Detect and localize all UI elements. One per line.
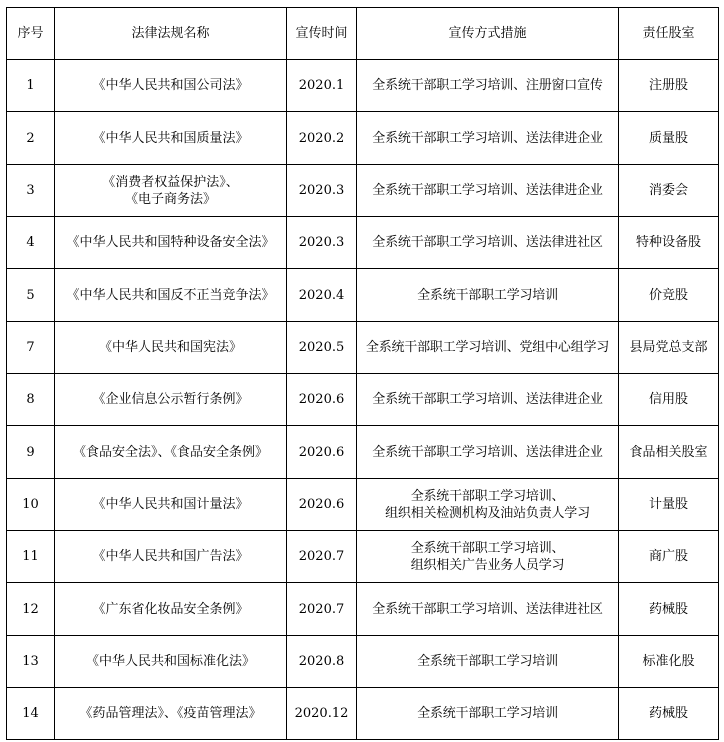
cell-department: 消委会 [619, 165, 719, 217]
cell-index: 14 [7, 688, 55, 740]
table-header [7, 8, 719, 60]
table-body [7, 60, 719, 740]
law-name-line: 《中华人民共和国计量法》 [92, 497, 249, 512]
law-name-line: 《中华人民共和国特种设备安全法》 [66, 235, 275, 250]
cell-index: 3 [7, 165, 55, 217]
cell-method [357, 165, 619, 217]
cell-department: 商广股 [619, 531, 719, 583]
law-name-line: 《电子商务法》 [124, 191, 216, 207]
table-row [7, 269, 719, 322]
cell-method [357, 688, 619, 740]
cell-index: 8 [7, 374, 55, 426]
table-row [7, 374, 719, 426]
law-name-line: 《企业信息公示暂行条例》 [92, 392, 249, 407]
cell-index: 13 [7, 636, 55, 688]
cell-index: 12 [7, 583, 55, 636]
method-line: 全系统干部职工学习培训、送法律进企业 [372, 130, 603, 146]
method-line: 全系统干部职工学习培训、注册窗口宣传 [372, 78, 603, 93]
cell-law-name [55, 531, 287, 583]
cell-method [357, 479, 619, 531]
cell-department: 药械股 [619, 688, 719, 740]
cell-date: 2020.3 [287, 165, 357, 217]
cell-index: 1 [7, 60, 55, 112]
cell-department: 食品相关股室 [619, 426, 719, 479]
table-row [7, 636, 719, 688]
cell-method [357, 583, 619, 636]
cell-method [357, 374, 619, 426]
cell-index: 5 [7, 269, 55, 322]
table-row [7, 426, 719, 479]
cell-method [357, 112, 619, 165]
cell-method [357, 60, 619, 112]
cell-department: 注册股 [619, 60, 719, 112]
method-line: 全系统干部职工学习培训、党组中心组学习 [365, 340, 610, 355]
header-department: 责任股室 [619, 8, 719, 60]
header-index: 序号 [7, 8, 55, 60]
method-line: 全系统干部职工学习培训、送法律进社区 [372, 601, 603, 617]
table-row [7, 112, 719, 165]
table-row [7, 583, 719, 636]
law-name-line: 《中华人民共和国广告法》 [92, 549, 249, 564]
cell-department: 药械股 [619, 583, 719, 636]
cell-date: 2020.4 [287, 269, 357, 322]
header-row [7, 8, 719, 60]
law-name-line: 《中华人民共和国质量法》 [92, 130, 249, 146]
cell-date: 2020.6 [287, 374, 357, 426]
cell-law-name [55, 217, 287, 269]
method-line: 全系统干部职工学习培训 [417, 287, 558, 303]
cell-date: 2020.3 [287, 217, 357, 269]
cell-index: 7 [7, 322, 55, 374]
cell-law-name [55, 636, 287, 688]
cell-department: 质量股 [619, 112, 719, 165]
header-method: 宣传方式措施 [357, 8, 619, 60]
law-name-line: 《中华人民共和国公司法》 [92, 78, 249, 93]
cell-index: 2 [7, 112, 55, 165]
header-law-name: 法律法规名称 [55, 8, 287, 60]
table-row [7, 531, 719, 583]
cell-law-name [55, 269, 287, 322]
cell-index: 10 [7, 479, 55, 531]
law-name-line: 《广东省化妆品安全条例》 [92, 601, 249, 617]
cell-index: 4 [7, 217, 55, 269]
cell-department: 价竞股 [619, 269, 719, 322]
cell-law-name [55, 479, 287, 531]
method-line: 组织相关检测机构及油站负责人学习 [385, 505, 590, 521]
cell-law-name [55, 165, 287, 217]
cell-method [357, 531, 619, 583]
method-line: 全系统干部职工学习培训 [417, 654, 558, 669]
cell-law-name [55, 426, 287, 479]
law-name-line: 《中华人民共和国标准化法》 [85, 654, 255, 669]
cell-date: 2020.7 [287, 531, 357, 583]
method-line: 全系统干部职工学习培训、送法律进企业 [372, 444, 603, 460]
law-name-line: 《药品管理法》、《疫苗管理法》 [79, 706, 262, 721]
cell-department: 计量股 [619, 479, 719, 531]
method-line: 全系统干部职工学习培训 [417, 706, 558, 721]
table-row [7, 60, 719, 112]
cell-department: 标准化股 [619, 636, 719, 688]
table-row [7, 217, 719, 269]
method-line: 全系统干部职工学习培训、送法律进企业 [372, 183, 603, 198]
law-name-line: 《消费者权益保护法》、 [102, 174, 239, 190]
table-row [7, 322, 719, 374]
cell-method [357, 636, 619, 688]
cell-index: 9 [7, 426, 55, 479]
cell-method [357, 322, 619, 374]
method-line: 全系统干部职工学习培训、 [410, 488, 565, 504]
table-row [7, 165, 719, 217]
cell-law-name [55, 374, 287, 426]
law-name-line: 《食品安全法》、《食品安全条例》 [72, 444, 268, 460]
method-line: 全系统干部职工学习培训、送法律进企业 [372, 392, 603, 407]
law-name-line: 《中华人民共和国反不正当竞争法》 [66, 287, 275, 303]
cell-date: 2020.5 [287, 322, 357, 374]
cell-method [357, 426, 619, 479]
cell-date: 2020.6 [287, 426, 357, 479]
cell-date: 2020.1 [287, 60, 357, 112]
cell-date: 2020.12 [287, 688, 357, 740]
cell-method [357, 217, 619, 269]
cell-date: 2020.2 [287, 112, 357, 165]
cell-department: 信用股 [619, 374, 719, 426]
cell-law-name [55, 112, 287, 165]
cell-date: 2020.7 [287, 583, 357, 636]
law-name-line: 《中华人民共和国宪法》 [98, 340, 242, 355]
cell-method [357, 269, 619, 322]
law-publicity-table [6, 7, 719, 740]
cell-department: 县局党总支部 [619, 322, 719, 374]
cell-date: 2020.8 [287, 636, 357, 688]
method-line: 全系统干部职工学习培训、送法律进社区 [372, 235, 603, 250]
cell-law-name [55, 322, 287, 374]
cell-index: 11 [7, 531, 55, 583]
cell-law-name [55, 583, 287, 636]
table-row [7, 688, 719, 740]
header-date: 宣传时间 [287, 8, 357, 60]
cell-date: 2020.6 [287, 479, 357, 531]
cell-law-name [55, 60, 287, 112]
cell-law-name [55, 688, 287, 740]
cell-department: 特种设备股 [619, 217, 719, 269]
method-line: 组织相关广告业务人员学习 [410, 557, 565, 573]
method-line: 全系统干部职工学习培训、 [410, 540, 565, 556]
table-row [7, 479, 719, 531]
